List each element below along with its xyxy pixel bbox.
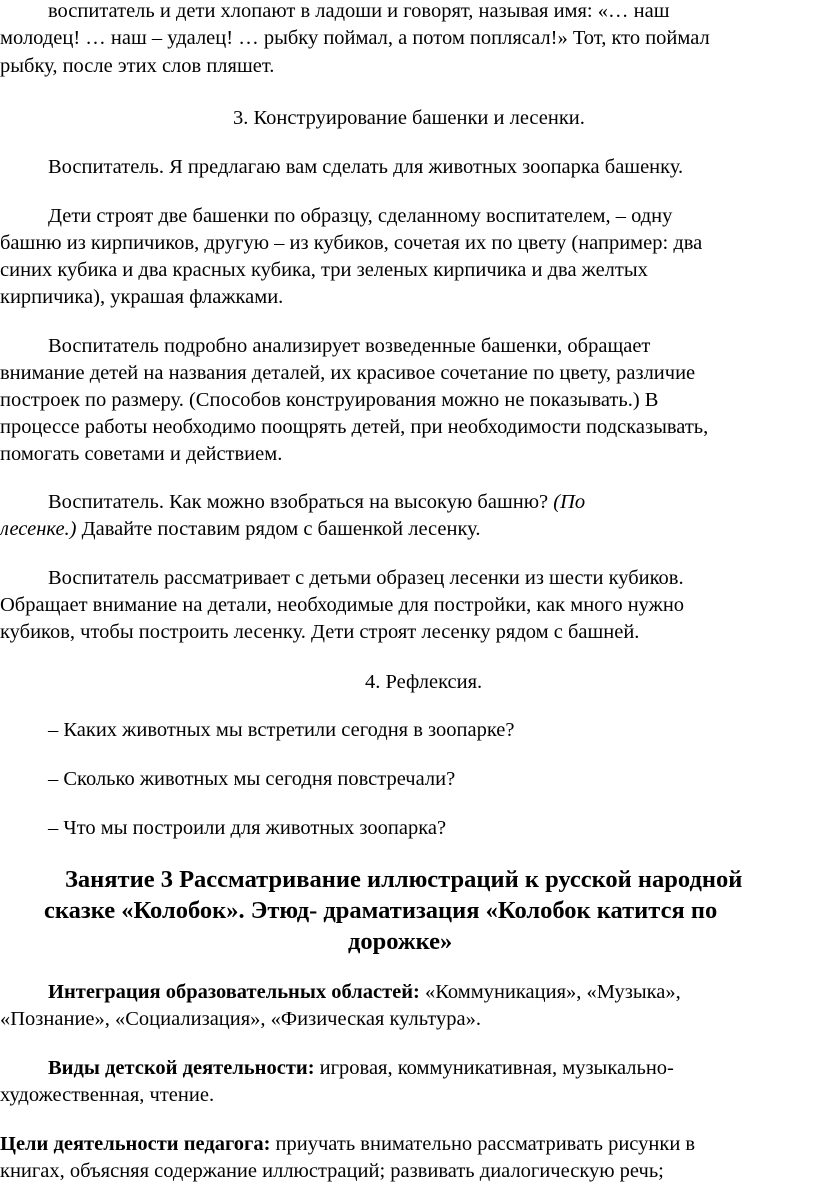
- text-line: Дети строят две башенки по образцу, сделанному воспитателем, – одну: [48, 205, 673, 227]
- text-line: внимание детей на названия деталей, их красивое сочетание по цвету, различие: [0, 362, 696, 384]
- text-line: [0, 1131, 695, 1158]
- text-line: [48, 1055, 674, 1082]
- question-line: – Что мы построили для животных зоопарка?: [48, 817, 447, 839]
- text-line: построек по размеру. (Способов конструирования можно не показывать.) В: [0, 389, 659, 411]
- italic-text-run: лесенке.): [0, 518, 77, 540]
- text-line: воспитатель и дети хлопают в ладоши и говорят, называя имя: «… наш: [48, 0, 670, 22]
- question-line: – Каких животных мы встретили сегодня в зоопарке?: [48, 719, 515, 741]
- lesson-heading: сказке «Колобок». Этюд- драматизация «Колобок катится по: [44, 897, 718, 924]
- text-line: Обращает внимание на детали, необходимые для постройки, как много нужно: [0, 594, 685, 616]
- text-run: Воспитатель. Как можно взобраться на высокую башню?: [48, 491, 549, 513]
- activities-label: Виды детской деятельности:: [48, 1057, 315, 1079]
- text-line: кубиков, чтобы построить лесенку. Дети строят лесенку рядом с башней.: [0, 621, 640, 643]
- text-line: процессе работы необходимо поощрять детей, при необходимости подсказывать,: [0, 416, 709, 438]
- text-line: помогать советами и действием.: [0, 443, 283, 465]
- text-line: [0, 516, 480, 543]
- text-line: книгах, объясняя содержание иллюстраций; развивать диалогическую речь;: [0, 1160, 664, 1182]
- text-line: художественная, чтение.: [0, 1084, 215, 1106]
- text-line: [48, 489, 585, 516]
- text-run: Давайте поставим рядом с башенкой лесенку.: [81, 518, 481, 540]
- text-line: рыбку, после этих слов пляшет.: [0, 55, 275, 77]
- text-line: Воспитатель подробно анализирует возведенные башенки, обращает: [48, 335, 651, 357]
- text-line: Воспитатель рассматривает с детьми образец лесенки из шести кубиков.: [48, 567, 684, 589]
- text-run: игровая, коммуникативная, музыкально-: [319, 1057, 674, 1079]
- text-line: синих кубика и два красных кубика, три зеленых кирпичика и два желтых: [0, 259, 648, 281]
- question-line: – Сколько животных мы сегодня повстречали?: [48, 768, 456, 790]
- text-line: [48, 979, 681, 1006]
- integration-label: Интеграция образовательных областей:: [48, 981, 420, 1003]
- goals-label: Цели деятельности педагога:: [0, 1133, 271, 1155]
- text-line: Воспитатель. Я предлагаю вам сделать для животных зоопарка башенку.: [48, 156, 684, 178]
- italic-text-run: (По: [553, 491, 586, 513]
- text-line: «Познание», «Социализация», «Физическая культура».: [0, 1008, 481, 1030]
- text-run: «Коммуникация», «Музыка»,: [425, 981, 681, 1003]
- text-line: молодец! … наш – удалец! … рыбку поймал, а потом поплясал!» Тот, кто поймал: [0, 27, 710, 49]
- section-title: 3. Конструирование башенки и лесенки.: [233, 107, 585, 129]
- text-line: башню из кирпичиков, другую – из кубиков, сочетая их по цвету (например: два: [0, 232, 703, 254]
- lesson-heading: Занятие 3 Рассматривание иллюстраций к русской народной: [65, 866, 743, 893]
- lesson-heading: дорожке»: [348, 928, 453, 955]
- text-line: кирпичика), украшая флажками.: [0, 286, 284, 308]
- text-run: приучать внимательно рассматривать рисунки в: [275, 1133, 696, 1155]
- section-title: 4. Рефлексия.: [365, 671, 483, 693]
